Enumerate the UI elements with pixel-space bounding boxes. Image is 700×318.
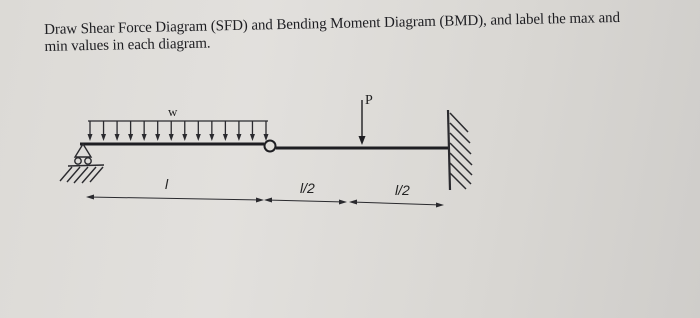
distributed-load-arrowhead — [142, 134, 147, 141]
fixed-wall — [448, 110, 472, 190]
dim-label-left: l — [165, 176, 169, 192]
distributed-load-arrowhead — [196, 134, 201, 141]
distributed-load-arrowhead — [182, 134, 187, 141]
dim-line-right — [351, 202, 442, 205]
dim-label-mid: l/2 — [300, 180, 315, 196]
distributed-load-arrowhead — [128, 134, 133, 141]
distributed-load-arrowhead — [236, 134, 241, 141]
pin-support-triangle — [75, 144, 91, 157]
point-load-label: P — [365, 93, 373, 108]
distributed-load-arrowhead — [223, 134, 228, 141]
distributed-load-arrowhead — [209, 134, 214, 141]
distributed-load-arrowhead — [155, 134, 160, 141]
wall-line — [448, 110, 450, 190]
distributed-load-arrowhead — [250, 134, 255, 141]
dimension-lines — [86, 195, 444, 208]
distributed-load-arrowhead — [115, 134, 120, 141]
dim-line-left — [88, 197, 262, 200]
wall-hatching — [450, 113, 472, 189]
dim-line-mid — [266, 200, 345, 202]
distributed-load-arrows — [88, 121, 269, 141]
internal-hinge — [265, 141, 276, 152]
question-line-2: min values in each diagram. — [44, 35, 211, 55]
pin-support — [60, 144, 104, 183]
distributed-load-arrowhead — [169, 134, 174, 141]
roller-right — [85, 158, 91, 164]
distributed-load-arrowhead — [88, 134, 93, 141]
ground-hatching — [60, 167, 103, 183]
distributed-load-arrowhead — [101, 134, 106, 141]
question-line-1: Draw Shear Force Diagram (SFD) and Bending Moment Diagram (BMD), and label the max and — [44, 9, 621, 38]
distributed-load-label: w — [168, 104, 178, 119]
dim-label-right: l/2 — [395, 182, 410, 198]
roller-left — [75, 158, 81, 164]
point-load-arrowhead — [359, 136, 366, 145]
distributed-load — [88, 121, 269, 141]
ground-line — [68, 165, 104, 166]
